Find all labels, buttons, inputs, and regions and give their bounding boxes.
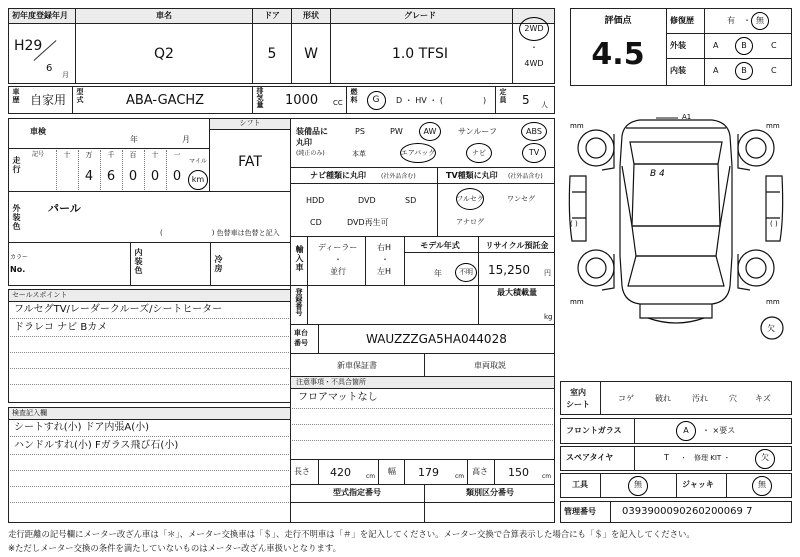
row2-divider: [72, 86, 73, 114]
symbol-label: 記号: [32, 151, 45, 158]
car-name-label: 車名: [156, 11, 172, 20]
ac-label: 冷房: [214, 255, 223, 273]
interior-c: C: [771, 66, 777, 75]
wheel-rear-left: [578, 250, 614, 286]
equipment-label: 装備品に: [296, 127, 328, 136]
exterior-c: C: [771, 41, 777, 50]
glass-rest: ・ ×要ス: [702, 426, 736, 435]
wheel-rear-right-hub: [746, 258, 766, 278]
pillars: [622, 166, 730, 226]
equip-abs: ABS: [526, 127, 542, 136]
digit-divider: [122, 150, 123, 190]
length-cm: cm: [366, 473, 376, 480]
tv-sub: (社外品含む): [508, 173, 543, 180]
equip-sunroof: サンルーフ: [458, 127, 497, 136]
exterior-b: B: [741, 41, 747, 50]
score-title: 評価点: [604, 16, 632, 26]
row2-divider: [346, 86, 347, 114]
tv-fullseg: フルセグ: [456, 195, 484, 203]
model-year-unknown: 不明: [459, 268, 473, 276]
diagram-roof-mark: B 4: [650, 169, 665, 179]
mileage-line: [8, 148, 210, 149]
mileage-digit: 4: [84, 169, 94, 184]
caution-rule: [292, 424, 553, 425]
color-note: ( ) 色替車は色替と記入: [160, 229, 280, 237]
tv-label: TV種類に丸印: [446, 171, 498, 180]
color-no-divider: [130, 242, 131, 286]
front-fenders: [602, 134, 750, 170]
mileage-digit: 6: [106, 169, 116, 184]
diagram-a1: A1: [682, 113, 692, 121]
rear-bumper-curve: [648, 318, 704, 323]
footer-note1: 走行距離の記号欄にメーター改ざん車は「＊」、メーター交換車は「＄」、走行不明車は「＃」を記入してください。メーター交換で合算表示した場合にも「＄」を記入してください。: [8, 529, 695, 539]
door-label: ドア: [264, 11, 280, 20]
color-no-block: [8, 242, 291, 286]
dims-divider: [494, 459, 495, 485]
repair-sep: ・: [743, 16, 751, 25]
digit-header: 百: [129, 151, 137, 159]
max-load-label: 最大積載量: [497, 288, 537, 297]
month-unit: 月: [62, 71, 69, 79]
recycle-label: リサイクル預託金: [485, 241, 549, 250]
doors: 5: [267, 46, 277, 62]
equip-pw: PW: [390, 127, 403, 136]
color-no-label: カラー: [10, 254, 29, 261]
color-label: 外装色: [12, 204, 21, 231]
caution-label: 注意事項・不具合箇所: [296, 378, 366, 386]
sales-rule: [10, 336, 289, 337]
sales-rule: [10, 384, 289, 385]
repair-yes: 有: [727, 16, 735, 25]
height-cm: cm: [542, 473, 552, 480]
right-side-front: [766, 176, 783, 241]
digit-header: 千: [107, 151, 115, 159]
nav-dvd-play: DVD再生可: [347, 218, 389, 227]
equip-aw: AW: [423, 127, 437, 136]
interior-label: 内装: [670, 66, 686, 75]
seat-label2: シート: [566, 400, 590, 409]
shift-label: シフト: [239, 119, 261, 127]
tools-value: 無: [634, 480, 642, 489]
color-value: パール: [48, 202, 81, 215]
dims-divider: [318, 459, 319, 485]
shaken-month-unit: 月: [182, 135, 190, 144]
mileage-digit: 0: [128, 169, 138, 184]
fuel-label: 燃料: [350, 88, 358, 104]
dims-divider: [467, 459, 468, 485]
digit-divider: [78, 150, 79, 190]
grade-label: グレード: [404, 11, 436, 20]
equipment-label2: 丸印: [296, 138, 312, 147]
nav-label: ナビ種類に丸印: [310, 171, 366, 180]
length: 420: [330, 466, 351, 479]
nav-tv-divider: [437, 167, 438, 237]
import-header-line: [404, 252, 555, 253]
wheel-rear-left-hub: [586, 258, 606, 278]
equip-airbag: エアバッグ: [400, 149, 436, 157]
docs-block: [290, 353, 555, 377]
import-right-h: 右H: [377, 243, 392, 252]
registration-divider: [478, 285, 479, 325]
seat-scratch: キズ: [755, 394, 771, 403]
tv-analog: アナログ: [456, 218, 484, 226]
jack-label: ジャッキ: [682, 480, 714, 489]
digit-divider: [166, 150, 167, 190]
inspector-label: 検査記入欄: [12, 409, 47, 417]
inspector-rule: [10, 486, 289, 487]
tools-divider: [726, 473, 727, 498]
import-dealer: ディーラー: [318, 243, 358, 252]
nav-sd: SD: [405, 196, 417, 205]
tools-label: 工具: [572, 480, 588, 489]
shape-label: 形状: [303, 11, 319, 20]
seat-hole: 穴: [729, 394, 737, 403]
digit-header: 万: [85, 151, 93, 159]
diagram-paren-l: ( ): [570, 220, 578, 228]
digit-header: 十: [151, 151, 159, 159]
sales-rule: [10, 368, 289, 369]
mileage-label: 走行: [12, 156, 21, 174]
caution-rule: [292, 408, 553, 409]
glass-divider: [634, 418, 635, 444]
import-divider: [478, 236, 479, 286]
score-row-line: [666, 33, 792, 34]
mgmt-value: 0393900090260200069 7: [622, 506, 753, 517]
shaken-label: 車検: [30, 127, 46, 136]
repair-no: 無: [756, 16, 764, 25]
capacity: 5: [522, 93, 530, 107]
width: 179: [418, 466, 439, 479]
import-divider: [307, 236, 308, 286]
digit-divider: [56, 150, 57, 190]
dims-divider: [404, 459, 405, 485]
equip-ps: PS: [355, 127, 365, 136]
digit-divider: [144, 150, 145, 190]
yen: 円: [544, 269, 551, 277]
tools-divider: [600, 473, 601, 498]
rear-fenders: [602, 254, 750, 290]
import-divider: [404, 236, 405, 286]
interior-b: B: [741, 66, 747, 75]
seat-tear: 破れ: [655, 394, 671, 403]
jack-value: 無: [758, 480, 766, 489]
type-class-divider: [424, 484, 425, 523]
digit-divider: [100, 150, 101, 190]
wheel-front-left: [578, 130, 614, 166]
tv-oneseg: ワンセグ: [507, 195, 535, 203]
import-sep: ・: [334, 255, 342, 264]
left-side-front: [569, 176, 586, 241]
fuel-options: D ・ HV ・ ( ): [396, 96, 487, 105]
class-no-label: 類別区分番号: [466, 488, 514, 497]
mm-rr: mm: [766, 298, 780, 306]
sales-line2: ドラレコ ナビ Bカメ: [14, 322, 108, 333]
usage: 自家用: [30, 93, 67, 107]
height-label: 高さ: [472, 467, 488, 476]
wheel-front-right: [738, 130, 774, 166]
diagram-paren-r: ( ): [770, 220, 778, 228]
disp-label: 排気量: [256, 87, 264, 108]
exterior-a: A: [713, 41, 719, 50]
inspector-rule: [10, 470, 289, 471]
inspector-rule: [10, 502, 289, 503]
digit-header: 一: [173, 151, 181, 159]
equip-leather: 本革: [352, 150, 366, 158]
model-year-unit: 年: [434, 269, 442, 278]
seat-divider: [600, 381, 601, 415]
digit-header: 十: [63, 151, 71, 159]
mm-rl: mm: [570, 298, 584, 306]
spare-t: T: [664, 453, 669, 462]
windshield: [630, 142, 722, 164]
diagram-missing: 欠: [767, 324, 775, 333]
car-name: Q2: [154, 46, 174, 62]
trunk: [628, 256, 724, 286]
model-label: 型式: [76, 88, 84, 104]
inspector-line1: シートすれ(小) ドア内張A(小): [14, 422, 150, 433]
tools-divider: [676, 473, 677, 498]
row2-divider: [495, 86, 496, 114]
color-no-label2: No.: [10, 265, 26, 274]
first-reg-label: 初年度登録年月: [12, 11, 68, 20]
inspector-rule: [10, 436, 289, 437]
caution-text: フロアマットなし: [298, 392, 378, 403]
model-year-label: モデル年式: [420, 241, 460, 250]
right-side-doors: [766, 192, 780, 218]
first-reg-month: 6: [46, 63, 53, 74]
score-divider: [666, 8, 667, 86]
shape: W: [304, 46, 318, 62]
sales-rule: [10, 318, 289, 319]
type-no-label: 型式指定番号: [333, 488, 381, 497]
mm-fr: mm: [766, 122, 780, 130]
repair-label: 修復歴: [670, 16, 694, 25]
inspector-line2: ハンドルすれ(小) Fガラス飛び石(小): [14, 440, 179, 451]
grade: 1.0 TFSI: [391, 46, 449, 62]
wheel-front-right-hub: [746, 138, 766, 158]
length-label: 長さ: [294, 467, 310, 476]
drive-divider: [512, 8, 513, 84]
usage-label: 車歴: [12, 88, 20, 104]
km: km: [191, 175, 205, 184]
sales-line1: フルセグTV/レーダークルーズ/シートヒーター: [14, 304, 223, 315]
width-label: 幅: [388, 467, 396, 476]
kg: kg: [544, 313, 553, 321]
docs-divider: [424, 353, 425, 377]
model: ABA-GACHZ: [126, 93, 205, 108]
wheel-rear-right: [738, 250, 774, 286]
cc: CC: [333, 99, 343, 107]
exterior-label: 外装: [670, 41, 686, 50]
shaken-year-unit: 年: [130, 135, 138, 144]
capacity-label: 定員: [499, 88, 507, 104]
row2-divider: [252, 86, 253, 114]
glass-label: フロントガラス: [566, 426, 622, 435]
spare-kit: ・ 修理 KIT ・: [680, 454, 731, 462]
mgmt-label: 管理番号: [564, 507, 596, 516]
drive-2wd: 2WD: [524, 24, 544, 33]
score-value: 4.5: [591, 37, 645, 72]
dims-divider: [378, 459, 379, 485]
person-unit: 人: [541, 101, 548, 109]
displacement: 1000: [285, 93, 319, 108]
mgmt-divider: [610, 501, 611, 523]
footer-note2: ※ただしメーター交換の条件を満たしていないものはメーター改ざん車扱いとなります。: [8, 543, 341, 553]
drive-sep: ・: [530, 43, 538, 52]
nav-cd: CD: [310, 218, 322, 227]
shift: FAT: [238, 154, 262, 170]
nav-sub: (社外品含む): [381, 173, 416, 180]
caution-rule: [292, 440, 553, 441]
mile-label: マイル: [189, 158, 207, 165]
rear-window: [632, 226, 720, 256]
vin-divider: [318, 324, 319, 354]
recycle-value: 15,250: [488, 263, 530, 277]
roof: [632, 164, 720, 226]
inspector-header: [8, 407, 291, 420]
wheel-front-left-hub: [586, 138, 606, 158]
nav-tv-header-line: [290, 183, 555, 184]
score-label-divider: [704, 8, 705, 86]
inspector-rule: [10, 454, 289, 455]
seat-scorch: コゲ: [618, 394, 634, 403]
drive-4wd: 4WD: [524, 59, 544, 68]
new-car-warranty: 新車保証書: [337, 361, 377, 370]
vin-label2: 番号: [294, 339, 308, 347]
vin: WAUZZZGA5HA044028: [366, 332, 507, 346]
first-reg-year: H29: [14, 38, 43, 54]
interior-color-label: 内装色: [134, 248, 143, 275]
registration-divider: [307, 285, 308, 325]
height: 150: [508, 466, 529, 479]
import-parallel: 並行: [330, 267, 346, 276]
mm-fl: mm: [570, 122, 584, 130]
sales-label: セールスポイント: [12, 291, 68, 299]
mileage-digit: 0: [172, 169, 182, 184]
equip-tv: TV: [528, 148, 540, 157]
nav-hdd: HDD: [306, 196, 325, 205]
sales-rule: [10, 352, 289, 353]
mileage-digit: 0: [150, 169, 160, 184]
interior-a: A: [713, 66, 719, 75]
type-class-line: [290, 502, 555, 503]
spare-none: 欠: [761, 453, 769, 462]
spare-divider: [634, 446, 635, 471]
rear-bumper: [640, 304, 712, 318]
width-cm: cm: [455, 473, 465, 480]
import-label: 輸入車: [295, 245, 304, 272]
spare-label: スペアタイヤ: [566, 453, 614, 462]
fuel-g: G: [372, 95, 380, 105]
equip-navi: ナビ: [472, 149, 486, 157]
seat-label: 室内: [570, 388, 586, 397]
registration-label: 登録番号: [295, 288, 303, 316]
type-class-block: [290, 484, 555, 523]
equipment-sublabel: (純正のみ): [296, 150, 325, 157]
import-left-h: 左H: [377, 267, 392, 276]
glass-a: A: [683, 426, 689, 435]
left-side-doors: [572, 192, 586, 218]
seat-stain: 汚れ: [692, 394, 708, 403]
import-divider: [365, 236, 366, 286]
vehicle-manual: 車両取説: [474, 361, 506, 370]
color-no-divider: [210, 242, 211, 286]
car-damage-diagram: [560, 106, 792, 378]
nav-dvd: DVD: [358, 196, 376, 205]
score-row-line: [666, 58, 792, 59]
import-sep: ・: [381, 255, 389, 264]
body-outline: [620, 120, 732, 304]
vin-label: 車台: [294, 329, 308, 337]
